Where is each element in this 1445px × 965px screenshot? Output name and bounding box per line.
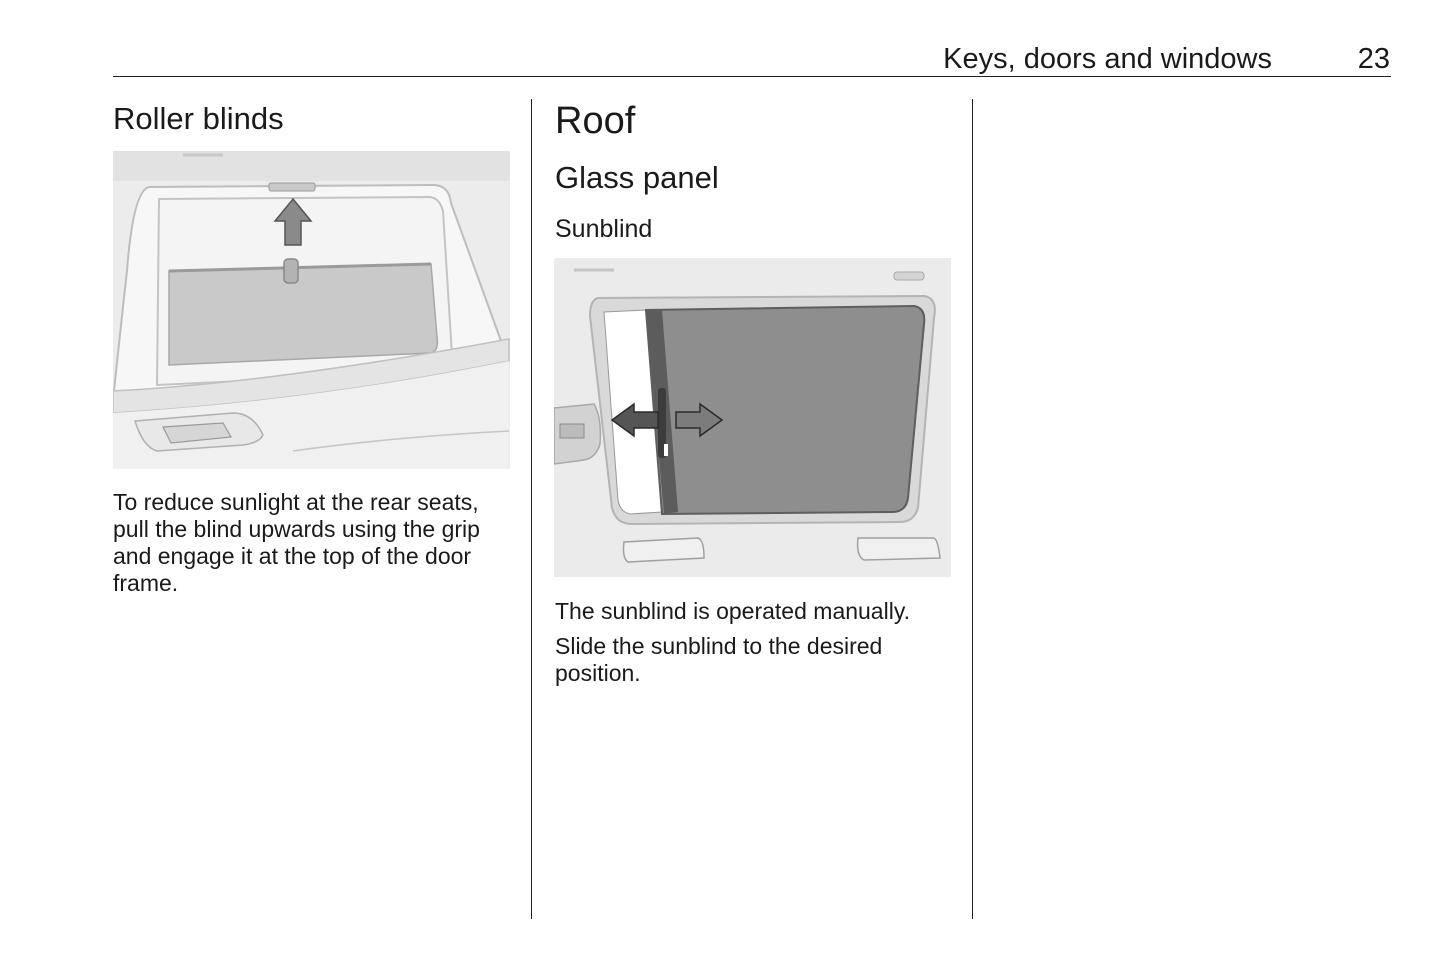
header-rule [113, 76, 1391, 77]
sunblind-heading: Sunblind [555, 215, 653, 243]
roller-blinds-heading: Roller blinds [113, 101, 284, 136]
column-divider-left [531, 99, 532, 919]
sunblind-operation-text: The sunblind is operated manually. [555, 598, 911, 624]
roller-blinds-body-text: To reduce sunlight at the rear seats, pull the blind upwards using the grip and engage it at the top of the door frame. [113, 489, 480, 596]
sunblind-position-text: Slide the sunblind to the desired position. [555, 633, 883, 686]
sunblind-illustration [554, 258, 951, 577]
roof-heading: Roof [555, 100, 636, 142]
roller-blind-illustration [113, 151, 510, 469]
page-number: 23 [1357, 43, 1390, 75]
running-header-title: Keys, doors and windows [943, 43, 1272, 75]
column-divider-right [972, 99, 973, 919]
glass-panel-heading: Glass panel [555, 160, 719, 195]
